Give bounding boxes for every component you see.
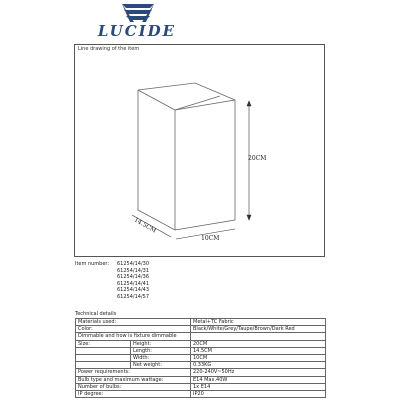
spec-label: Color: xyxy=(76,326,191,333)
spec-row xyxy=(76,340,326,347)
spec-row xyxy=(76,376,326,383)
lamp-line-drawing xyxy=(75,45,326,258)
item-number: 61254/14/43 xyxy=(117,287,149,294)
spec-label: Power requirements: xyxy=(76,369,191,376)
item-number: 61254/14/36 xyxy=(117,274,149,281)
spec-value: 1x E14 xyxy=(191,383,326,390)
spec-label xyxy=(76,347,131,354)
spec-row xyxy=(76,391,326,398)
item-number: 61254/14/31 xyxy=(117,267,149,274)
brand-name: LUCIDE xyxy=(97,22,177,40)
technical-details-table xyxy=(75,318,326,398)
item-number: 61254/14/57 xyxy=(117,293,149,300)
spec-sublabel: Net weight: xyxy=(131,362,191,369)
dimension-height: 20CM xyxy=(248,155,267,162)
spec-value: 0.33KG xyxy=(191,362,326,369)
spec-row xyxy=(76,362,326,369)
spec-label: Materials used: xyxy=(76,319,191,326)
spec-label: Bulb type and maximum wattage: xyxy=(76,376,191,383)
spec-value: Metal+TC Fabric xyxy=(191,319,326,326)
dimension-width: 10CM xyxy=(201,235,220,242)
spec-row xyxy=(76,369,326,376)
item-number: 61254/14/30 xyxy=(117,261,149,267)
spec-row xyxy=(76,319,326,326)
spec-value: 14.5CM xyxy=(191,347,326,354)
item-numbers xyxy=(75,261,149,301)
spec-value xyxy=(191,333,326,340)
spec-value: IP20 xyxy=(191,391,326,398)
spec-sublabel: Width: xyxy=(131,355,191,362)
spec-sublabel: Height: xyxy=(131,340,191,347)
item-number-label: Item number: xyxy=(75,261,110,267)
spec-row xyxy=(76,355,326,362)
spec-sublabel: Length: xyxy=(131,347,191,354)
item-number: 61254/14/41 xyxy=(117,280,149,287)
spec-value: E14 Max.40W xyxy=(191,376,326,383)
spec-label: Number of bulbs: xyxy=(76,383,191,390)
spec-row xyxy=(76,383,326,390)
spec-label: Dimmable and how is fixture dimmable xyxy=(76,333,191,340)
drawing-title: Line drawing of the item xyxy=(78,46,140,52)
spec-row xyxy=(76,326,326,333)
spec-value: 20CM xyxy=(191,340,326,347)
spec-row xyxy=(76,347,326,354)
spec-value: 220-240V~50Hz xyxy=(191,369,326,376)
spec-row xyxy=(76,333,326,340)
spec-label: Size: xyxy=(76,340,131,347)
spec-label xyxy=(76,362,131,369)
dimension-depth: 14.5CM xyxy=(132,216,158,235)
spec-label xyxy=(76,355,131,362)
spec-value: Black/White/Grey/Taupe/Brown/Dark Red xyxy=(191,326,326,333)
spec-value: 10CM xyxy=(191,355,326,362)
spec-label: IP degree: xyxy=(76,391,191,398)
technical-details-title: Technical details xyxy=(75,311,117,317)
line-drawing-panel xyxy=(74,44,325,257)
